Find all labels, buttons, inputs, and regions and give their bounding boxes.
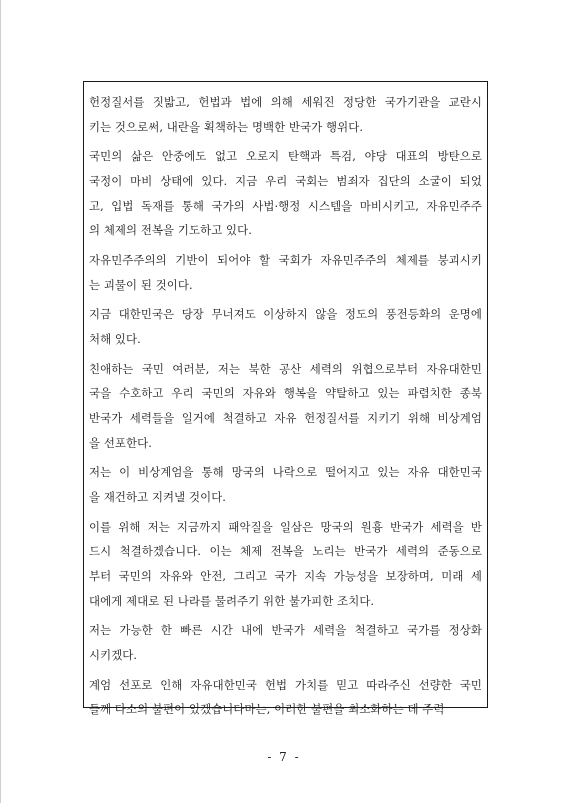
paragraph-line: 국정이 마비 상태에 있다. 지금 우리 국회는 범죄자 집단의 소굴이 되었 [89, 174, 482, 188]
paragraph-line: 들께 다소의 불편이 있겠습니다마는, 이러한 불편을 최소화하는 데 주력 [89, 702, 445, 717]
paragraph [89, 515, 482, 614]
paragraph-line: 드시 척결하겠습니다. 이는 체제 전복을 노리는 반국가 세력의 준동으로 [89, 544, 482, 559]
paragraph-line: 을 선포한다. [89, 435, 152, 450]
paragraph-line: 부터 국민의 자유와 안전, 그리고 국가 지속 가능성을 보장하며, 미래 세 [89, 569, 482, 583]
paragraph-line: 친애하는 국민 여러분, 저는 북한 공산 세력의 위협으로부터 자유대한민 [89, 361, 482, 376]
paragraph-line: 의 체제의 전복을 기도하고 있다. [89, 223, 252, 238]
paragraph-line: 는 괴물이 된 것이다. [89, 277, 193, 292]
paragraph [89, 90, 482, 139]
paragraph [89, 144, 482, 243]
paragraph-line: 저는 이 비상계엄을 통해 망국의 나락으로 떨어지고 있는 자유 대한민국 [89, 465, 482, 480]
paragraph-line: 헌정질서를 짓밟고, 헌법과 법에 의해 세워진 정당한 국가기관을 교란시 [89, 95, 482, 109]
paragraph-line: 대에게 제대로 된 나라를 물려주기 위한 불가피한 조치다. [89, 593, 375, 608]
paragraph-line: 지금 대한민국은 당장 무너져도 이상하지 않을 정도의 풍전등화의 운명에 [89, 307, 482, 322]
text-box-content [89, 90, 482, 727]
paragraph [89, 618, 482, 667]
scan-edge-line [0, 0, 1, 803]
paragraph [89, 460, 482, 509]
paragraph-line: 키는 것으로써, 내란을 획책하는 명백한 반국가 행위다. [89, 119, 364, 134]
paragraph-line: 반국가 세력들을 일거에 척결하고 자유 헌정질서를 지키기 위해 비상계엄 [89, 411, 482, 425]
paragraph [89, 673, 482, 722]
paragraph-line: 이를 위해 저는 지금까지 패악질을 일삼은 망국의 원흉 반국가 세력을 반 [89, 519, 482, 534]
paragraph [89, 302, 482, 351]
paragraph-line: 자유민주주의의 기반이 되어야 할 국회가 자유민주주의 체제를 붕괴시키 [89, 253, 482, 267]
paragraph [89, 248, 482, 297]
paragraph [89, 357, 482, 456]
text-box-frame [83, 81, 488, 717]
paragraph-line: 계엄 선포로 인해 자유대한민국 헌법 가치를 믿고 따라주신 선량한 국민 [89, 677, 482, 692]
paragraph-line: 국민의 삶은 안중에도 없고 오로지 탄핵과 특검, 야당 대표의 방탄으로 [89, 149, 482, 164]
paragraph-line: 시키겠다. [89, 648, 138, 662]
paragraph-line: 국을 수호하고 우리 국민의 자유와 행복을 약탈하고 있는 파렴치한 종북 [89, 386, 482, 401]
page-number: - 7 - [267, 750, 301, 764]
paragraph-line: 고, 입법 독재를 통해 국가의 사법·행정 시스템을 마비시키고, 자유민주주 [89, 198, 482, 213]
paragraph-line: 을 재건하고 지켜낼 것이다. [89, 490, 227, 504]
paragraph-line: 처해 있다. [89, 332, 141, 346]
paragraph-line: 저는 가능한 한 빠른 시간 내에 반국가 세력을 척결하고 국가를 정상화 [89, 623, 482, 638]
